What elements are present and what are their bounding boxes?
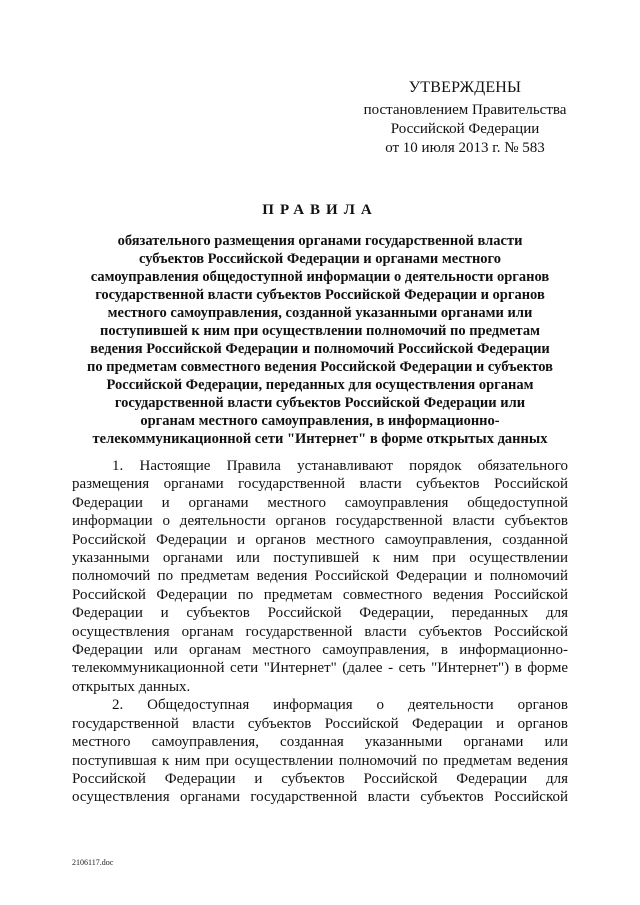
- subtitle-line: самоуправления общедоступной информации о деятельности органов: [90, 269, 550, 285]
- document-body: [72, 457, 568, 807]
- paragraph-line: поступившая к ним при осуществлении полномочий по предметам ведения: [72, 752, 568, 769]
- subtitle-line: органам местного самоуправления, в информационно-: [140, 413, 500, 429]
- subtitle-line: обязательного размещения органами государственной власти: [117, 233, 523, 249]
- paragraph-line: открытых данных.: [72, 678, 191, 695]
- subtitle-line: по предметам совместного ведения Российской Федерации и субъектов: [87, 359, 553, 375]
- paragraph-line: указанными органами или поступившей к ним при осуществлении: [72, 550, 568, 567]
- paragraph-line: осуществления органами государственной власти субъектов Российской: [72, 789, 568, 806]
- approval-stamp: [340, 78, 590, 158]
- paragraph-line: осуществления органам государственной власти субъектов Российской: [72, 623, 568, 640]
- approval-heading: УТВЕРЖДЕНЫ: [408, 79, 522, 96]
- paragraph-line: Российской Федерации и органов местного самоуправления, созданной: [72, 531, 568, 548]
- paragraph-line: полномочий по предметам ведения Российской Федерации и полномочий: [72, 568, 568, 585]
- paragraph-line: Российской Федерации и субъектов Российской Федерации для: [72, 770, 568, 787]
- document-subtitle: [72, 232, 568, 448]
- paragraph-line: размещения органами государственной власти субъектов Российской: [72, 476, 568, 493]
- paragraph-line: 2. Общедоступная информация о деятельности органов: [112, 697, 568, 714]
- subtitle-line: государственной власти субъектов Российской Федерации и органов: [95, 287, 545, 303]
- paragraph-line: 1. Настоящие Правила устанавливают порядок обязательного: [112, 458, 568, 474]
- document-title: ПРАВИЛА: [262, 202, 378, 218]
- subtitle-line: субъектов Российской Федерации и органами местного: [138, 251, 502, 267]
- file-reference: 2106117.doc: [72, 858, 114, 867]
- approval-date: от 10 июля 2013 г. № 583: [385, 140, 545, 156]
- paragraph-1: [72, 457, 568, 696]
- approval-line: постановлением Правительства: [363, 102, 567, 118]
- subtitle-line: государственной власти субъектов Российской Федерации или: [114, 395, 526, 411]
- subtitle-line: поступившей к ним при осуществлении полномочий по предметам: [100, 323, 540, 339]
- subtitle-line: Российской Федерации, переданных для осуществления органам: [106, 377, 534, 393]
- paragraph-line: государственной власти субъектов Российской Федерации и органов: [72, 715, 568, 732]
- paragraph-line: Российской Федерации по предметам совместного ведения Российской: [72, 586, 568, 603]
- paragraph-line: информации о деятельности органов государственной власти субъектов: [72, 513, 568, 530]
- subtitle-line: ведения Российской Федерации и полномочий Российской Федерации: [90, 341, 550, 357]
- paragraph-line: Федерации и органами местного самоуправления общедоступной: [72, 494, 568, 511]
- subtitle-line: телекоммуникационной сети "Интернет" в форме открытых данных: [92, 431, 548, 447]
- paragraph-line: Федерации и субъектов Российской Федерации, переданных для: [72, 605, 568, 622]
- paragraph-line: Федерации или органам местного самоуправления, в информационно-: [72, 642, 568, 659]
- paragraph-line: местного самоуправления, созданная указанными органами или: [72, 734, 568, 751]
- subtitle-line: местного самоуправления, созданной указанными органами или: [107, 305, 533, 321]
- paragraph-line: телекоммуникационной сети "Интернет" (далее - сеть "Интернет") в форме: [72, 660, 568, 677]
- approval-line: Российской Федерации: [390, 121, 540, 137]
- paragraph-2: [72, 696, 568, 806]
